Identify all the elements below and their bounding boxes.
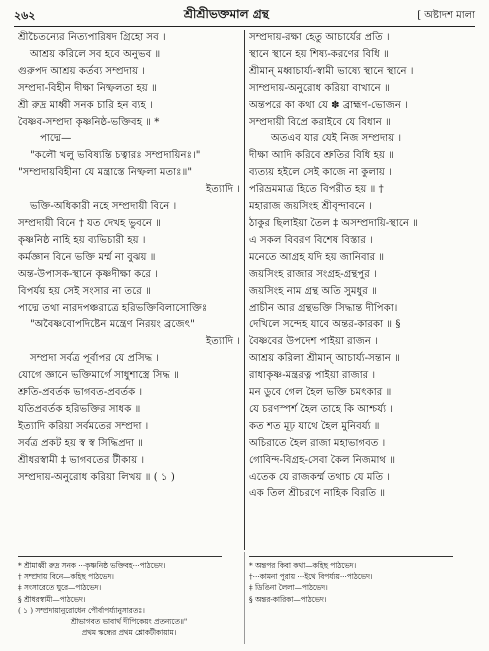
verse-line: অচিরাতে হৈল রাজা মহাভাগবত । xyxy=(249,437,386,449)
verse-line: জয়সিংহ নাম গ্রন্থ অতি সুমধুর ॥ xyxy=(249,285,377,297)
page-number: ২৬২ xyxy=(14,8,36,22)
verse-line: সম্প্রদা-বিহীন দীক্ষা নিষ্ফলতা হয় ॥ xyxy=(18,82,157,94)
verse-line: ইত্যাদি করিয়া সর্বমতের সম্প্রদা । xyxy=(18,420,149,432)
footnote: § শ্রীধরস্বামী—পাঠভেদ। xyxy=(18,594,86,604)
quote-end: ইত্যাদি । xyxy=(206,184,240,196)
footnote-rule xyxy=(18,556,222,557)
verse-line: জয়সিংহ রাজার সংগ্রহ-গ্রন্থপুর । xyxy=(249,268,377,280)
verse-line: গোবিন্দ-বিগ্রহ-সেবা কৈল নিজমাথ ॥ xyxy=(249,454,396,466)
section-label: [ অষ্টাদশ মালা xyxy=(417,9,475,21)
verse-line: ভক্তি-অধিকারী নহে সম্প্রদায়ী বিনে । xyxy=(30,201,177,213)
footnote: ‡ সংসারেতে ঘুরে—পাঠভেদ। xyxy=(18,583,102,593)
verse-line: অন্ত-উপাসক-স্থানে কৃষ্ণদীক্ষা করে । xyxy=(18,268,158,280)
verse-line: সম্প্রদায়ী বিপ্রে করাইবে যে বিধান ॥ xyxy=(249,116,391,128)
verse-line: শ্রুতি-প্রবর্তক ভাগবত-প্রবর্তক । xyxy=(18,387,143,399)
verse-line: যতিপ্রবর্তক হরিভক্তির সাধক ॥ xyxy=(18,403,141,415)
footnote: † সম্প্রদায় বিনে—কহিছ পাঠভেদ। xyxy=(18,572,114,582)
verse-line: ব্যত্যয় হইলে সেই কাজে না কুলায় । xyxy=(249,167,392,179)
verse-line: স্থানে স্থানে হয় শিষ্য-করণের বিধি ॥ xyxy=(249,48,389,60)
verse-line: রাধাকৃষ্ণ-মন্ত্ররত্ন পাইয়া রাজার । xyxy=(249,370,376,382)
verse-line: সর্বত্র প্রকট হয় স্ব স্ব সিদ্ধিপ্রদা ॥ xyxy=(18,437,144,449)
verse-line: বিপর্যয় হয় সেই সংসার না তরে ॥ xyxy=(18,285,151,297)
footnote: * শ্রীমাধ্বী রুদ্র সনক ···কৃষ্ণনিষ্ঠ ভক্তিবহ···পাঠভেদ। xyxy=(18,561,166,570)
footnotes-right xyxy=(245,552,475,644)
quote-line: "অবৈষ্ণবোপদিষ্টেন মন্ত্রেণ নিরয়ং ব্রজেৎ" xyxy=(30,319,195,331)
verse-line: সাম্প্রদায়-অনুরোধ করিয়া বাখানে ॥ xyxy=(249,82,390,94)
verse-line: শ্রীমান্ মধ্বাচার্য্য-স্বামী ভাষ্যে স্থানে স্থানে । xyxy=(249,65,414,77)
verse-line: এ সকল বিবরণ বিশেষ বিস্তার । xyxy=(249,234,373,246)
verse-line: শ্রীধরস্বামী ‡ ভাগবতের টীকায় । xyxy=(18,454,145,466)
verse-line: মন ডুবে গেল হৈল ভক্তি চমৎকার ॥ xyxy=(249,387,392,399)
footnote: § অন্তর-কারিকা—পাঠভেদ। xyxy=(249,594,327,604)
verse-line: অন্তপরে কা কথা যে ✽ ব্রাহ্মণ-ভোজন । xyxy=(249,99,408,111)
footnote: * অন্তপর কিবা কথা—কহিছ পাঠভেদ। xyxy=(249,561,357,570)
page-header xyxy=(14,6,475,27)
quote-line: "সম্প্রদায়বিহীনা যে মন্ত্রাস্তে নিষ্ফলা মতাঃ॥" xyxy=(18,167,193,179)
verse-line: গুরুপদ আশ্রয় কর্তব্য সম্প্রদায় । xyxy=(18,65,145,77)
verse-line: মহারাজ জয়সিংহ শ্রীবৃন্দাবনে । xyxy=(249,201,372,213)
verse-line: আশ্রয় করিলে সব হবে অনুভব ॥ xyxy=(30,48,161,60)
quote-source: পাদ্মে তথা নারদপঞ্চরাত্রে হরিভক্তিবিলাসোক্তিঃ xyxy=(18,302,208,314)
right-column xyxy=(245,30,475,550)
footnote: ( ১ ) সম্প্রদায়ানুরোধেন পৌর্বাপর্য্যানুসারতঃ। xyxy=(18,605,145,615)
footnote: ‡ ডিঙিনা লৈলা—পাঠভেদ। xyxy=(249,583,328,593)
verse-line: এক তিল শ্রীচরণে নাহিক বিরতি ॥ xyxy=(249,488,386,500)
verse-line: আশ্রয় করিলা শ্রীমান্ আচার্য্য-সন্তান ॥ xyxy=(249,353,400,365)
footnote: শ্রীভাগবত ভাবার্থ দীপিকেয়ং প্রতন্যতে॥" xyxy=(70,617,188,627)
quote-line: "কলৌ খলু ভবিষ্যন্তি চত্বারঃ সম্প্রদায়িনঃ।" xyxy=(30,150,201,162)
verse-line: অতএব যার যেই নিজ সম্প্রদায় । xyxy=(271,133,402,145)
verse-line: কত শত মূঢ় যাথে হৈল মুনিবর্য্য ॥ xyxy=(249,420,380,432)
verse-line: ঠাকুর ছিলাইয়া তৈল ‡ অসম্প্রদায়ি-স্থানে ॥ xyxy=(249,217,419,229)
verse-line: বৈষ্ণব-সম্প্রদা কৃষ্ণনিষ্ঠ-ভক্তিবহ ॥ * xyxy=(18,116,160,128)
verse-line: যে চরণস্পর্শ হৈল তাহে কি আশ্চর্য্য । xyxy=(249,403,393,415)
quote-end: ইত্যাদি । xyxy=(206,336,240,348)
verse-line: কর্মজ্ঞান বিনে ভক্তি মর্ম্ম না বুঝয় ॥ xyxy=(18,251,156,263)
verse-line: পরিভ্রমমাত্র হিতে বিপরীত হয় ॥ † xyxy=(249,184,384,196)
verse-line: প্রাচীন আর গ্রন্থভক্তি সিদ্ধান্ত দীপিকা। xyxy=(249,302,398,314)
verse-line: সম্প্রদা সর্বত্র পূর্বাপর যে প্রসিদ্ধ । xyxy=(30,353,160,365)
verse-line: এতেক যে রাজকর্ম্ম তথাচ যে মতি । xyxy=(249,471,390,483)
verse-line: বৈষ্ণবের উপদেশ পাইয়া রাজন । xyxy=(249,336,378,348)
verse-line: সম্প্রদায়-অনুরোধ করিয়া লিখয় ॥ ( ১ ) xyxy=(18,471,175,483)
verse-line: সম্প্রদায়-রক্ষা হেতু আচার্যের প্রতি । xyxy=(249,32,390,43)
verse-line: কৃষ্ণনিষ্ঠ নাহি হয় ব্যভিচারী হয় । xyxy=(18,234,146,246)
book-title: শ্রীশ্রীভক্তমাল গ্রন্থ xyxy=(183,7,269,21)
verse-line: শ্রীচৈতন্যের নিত্যপারিষদ গ্রিহো সব । xyxy=(18,32,166,43)
verse-line: দীক্ষা আদি করিবে শ্রুতির বিধি হয় ॥ xyxy=(249,150,394,162)
footnote: প্রথম স্কন্ধের প্রথম শ্লোকটীকায়াম। xyxy=(81,628,177,638)
footnote: †···কামনা পুরায় ···ইথে বিপর্য্যয়···পাঠভেদ। xyxy=(249,572,373,582)
verse-line: দেখিলে সন্দেহ যাবে অন্তর-কারকা ॥ § xyxy=(249,319,401,331)
verse-columns xyxy=(14,30,475,550)
verse-line: মনেতে আগ্রহ যদি হয় জানিবার ॥ xyxy=(249,251,385,263)
verse-line: যোগে জ্ঞানে ভক্তিমার্গে সাধুশাস্ত্রে সিদ্ধ ॥ xyxy=(18,370,179,382)
verse-line: শ্রী রুদ্র মাধ্বী সনক চারি হন ব্যহ । xyxy=(18,99,153,111)
verse-line: সম্প্রদায়ী বিনে † যত দেখহ ভুবনে ॥ xyxy=(18,217,162,229)
footnote-rule xyxy=(249,556,453,557)
quote-source: পাদ্মে— xyxy=(40,133,72,145)
footnotes xyxy=(14,552,475,644)
left-column xyxy=(14,30,244,550)
footnotes-left xyxy=(14,552,244,644)
